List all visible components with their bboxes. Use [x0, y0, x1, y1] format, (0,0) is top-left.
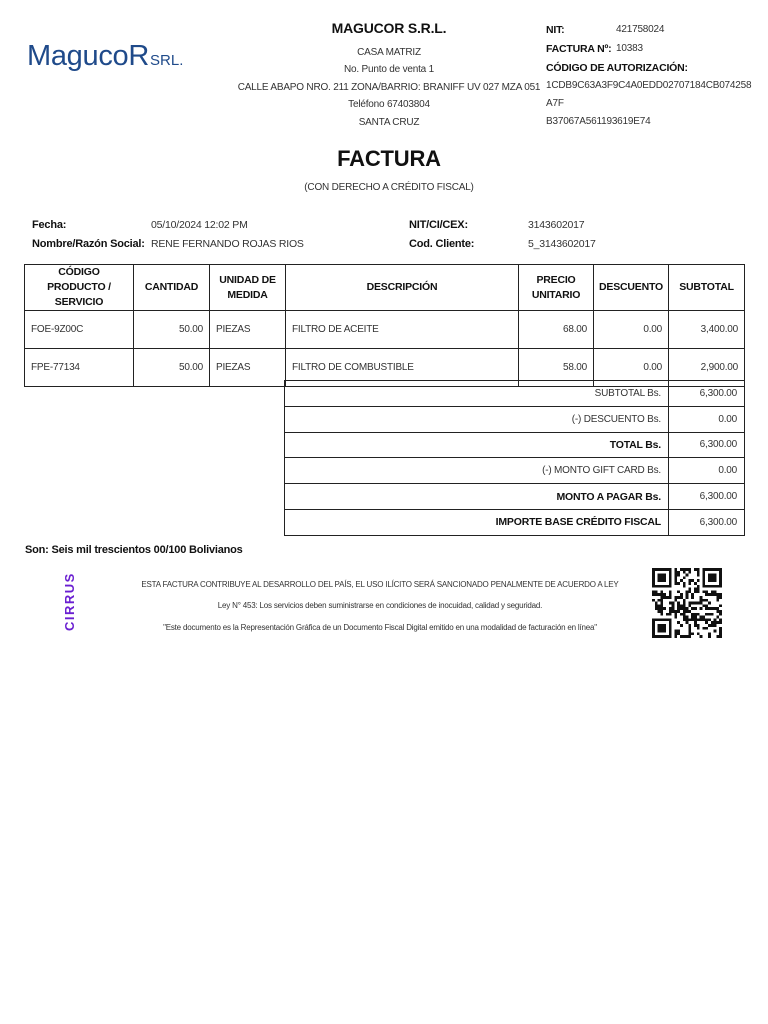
col-unidad-header: UNIDAD DE MEDIDA	[210, 265, 286, 311]
cell-cantidad: 50.00	[134, 311, 210, 349]
company-name: MAGUCOR S.R.L.	[331, 20, 447, 36]
cell-unidad: PIEZAS	[210, 349, 286, 387]
cod-cliente-value: 5_3143602017	[528, 238, 596, 250]
company-city: SANTA CRUZ	[358, 116, 420, 128]
auth-code-label: CÓDIGO DE AUTORIZACIÓN:	[546, 61, 688, 74]
totals-row	[285, 406, 745, 432]
subtotal-value: 6,300.00	[669, 381, 745, 407]
amount-in-words: Son: Seis mil trescientos 00/100 Bolivianos	[25, 544, 243, 556]
nit-ci-label: NIT/CI/CEX:	[409, 219, 468, 231]
importe-base-label: IMPORTE BASE CRÉDITO FISCAL	[285, 509, 669, 535]
document-title: FACTURA	[337, 146, 441, 171]
cell-cantidad: 50.00	[134, 349, 210, 387]
legal-notice: ESTA FACTURA CONTRIBUYE AL DESARROLLO DEL PAÍS, EL USO ILÍCITO SERÁ SANCIONADO PENALMENTE DE ACUERDO A LEY	[141, 580, 619, 589]
nombre-value: RENE FERNANDO ROJAS RIOS	[151, 238, 304, 250]
monto-pagar-label: MONTO A PAGAR Bs.	[285, 484, 669, 510]
fecha-value: 05/10/2024 12:02 PM	[151, 219, 248, 231]
descuento-label: (-) DESCUENTO Bs.	[285, 406, 669, 432]
subtotal-label: SUBTOTAL Bs.	[285, 381, 669, 407]
digital-document-notice: "Este documento es la Representación Gráfica de un Documento Fiscal Digital emitido en una modalidad de facturación en línea"	[163, 623, 597, 632]
cod-cliente-label: Cod. Cliente:	[409, 238, 475, 250]
totals-row	[285, 432, 745, 458]
logo-wordmark: MagucoR	[27, 40, 150, 72]
nit-ci-value: 3143602017	[528, 219, 585, 231]
document-subtitle: (CON DERECHO A CRÉDITO FISCAL)	[304, 182, 474, 193]
cell-subtotal: 2,900.00	[669, 349, 745, 387]
nit-value: 421758024	[616, 24, 665, 35]
cell-descuento: 0.00	[594, 311, 669, 349]
factura-number-value: 10383	[616, 43, 643, 54]
logo-suffix: SRL.	[150, 52, 184, 69]
cell-unidad: PIEZAS	[210, 311, 286, 349]
gift-card-label: (-) MONTO GIFT CARD Bs.	[285, 458, 669, 484]
totals-table	[284, 380, 745, 536]
cell-codigo: FPE-77134	[25, 349, 134, 387]
cirrus-logo	[52, 567, 86, 633]
totals-row	[285, 458, 745, 484]
col-descuento-header: DESCUENTO	[594, 265, 669, 311]
gift-card-value: 0.00	[669, 458, 745, 484]
company-line: No. Punto de venta 1	[344, 64, 434, 76]
importe-base-value: 6,300.00	[669, 509, 745, 535]
col-precio-header: PRECIO UNITARIO	[519, 265, 594, 311]
monto-pagar-value: 6,300.00	[669, 484, 745, 510]
col-cantidad-header: CANTIDAD	[134, 265, 210, 311]
fecha-label: Fecha:	[32, 219, 67, 231]
cell-precio: 58.00	[519, 349, 594, 387]
nombre-label: Nombre/Razón Social:	[32, 238, 145, 250]
company-phone: Teléfono 67403804	[348, 99, 430, 111]
table-header-row	[25, 265, 745, 311]
cell-precio: 68.00	[519, 311, 594, 349]
cell-descripcion: FILTRO DE ACEITE	[286, 311, 519, 349]
totals-row	[285, 509, 745, 535]
total-value: 6,300.00	[669, 432, 745, 458]
cell-descuento: 0.00	[594, 349, 669, 387]
company-logo	[27, 40, 183, 80]
table-row	[25, 311, 745, 349]
items-table	[24, 264, 745, 387]
auth-code-value-1: 1CDB9C63A3F9C4A0EDD02707184CB074258A7F	[546, 80, 752, 109]
totals-row	[285, 381, 745, 407]
cirrus-logo-text: CIRRUS	[62, 572, 77, 631]
cell-descripcion: FILTRO DE COMBUSTIBLE	[286, 349, 519, 387]
col-subtotal-header: SUBTOTAL	[669, 265, 745, 311]
law-453-notice: Ley N° 453: Los servicios deben suministrarse en condiciones de inocuidad, calidad y seguridad.	[217, 601, 543, 610]
qr-code	[652, 567, 722, 639]
cell-subtotal: 3,400.00	[669, 311, 745, 349]
col-codigo-header: CÓDIGO PRODUCTO / SERVICIO	[25, 265, 134, 311]
factura-number-label: FACTURA Nº:	[546, 42, 612, 55]
company-header	[230, 20, 548, 131]
total-label: TOTAL Bs.	[285, 432, 669, 458]
auth-code-value-2: B37067A561193619E74	[546, 116, 651, 127]
totals-row	[285, 484, 745, 510]
descuento-value: 0.00	[669, 406, 745, 432]
col-descripcion-header: DESCRIPCIÓN	[286, 265, 519, 311]
nit-label: NIT:	[546, 23, 565, 36]
cell-codigo: FOE-9Z00C	[25, 311, 134, 349]
company-line: CASA MATRIZ	[357, 47, 421, 58]
invoice-info	[546, 20, 756, 131]
company-address: CALLE ABAPO NRO. 211 ZONA/BARRIO: BRANIFF UV 027 MZA 051	[237, 81, 541, 93]
